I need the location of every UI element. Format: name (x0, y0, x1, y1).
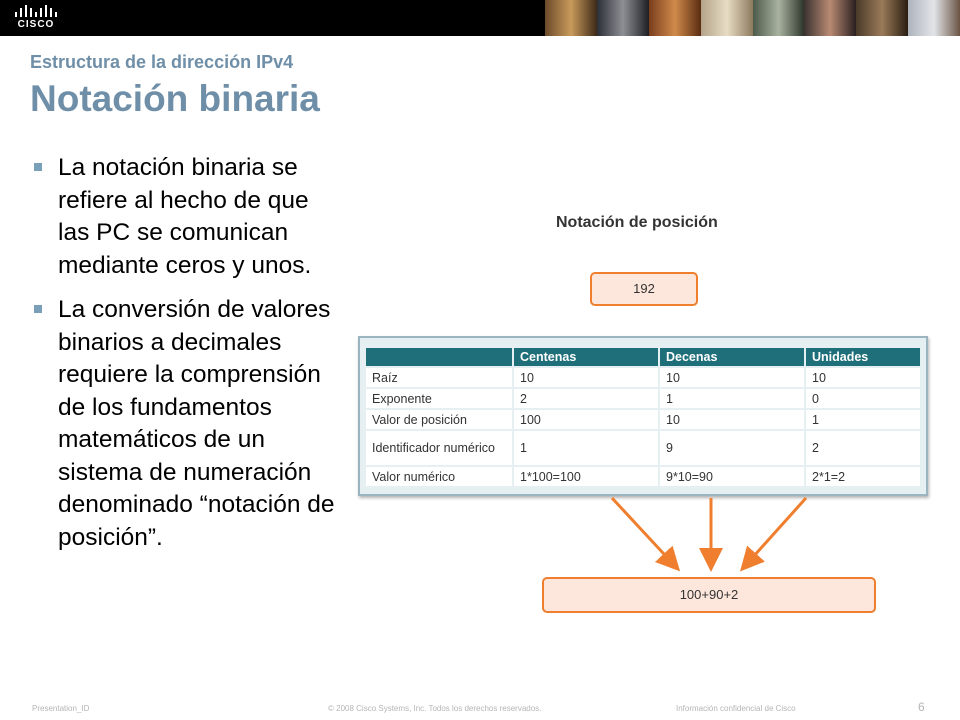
table-cell: 9*10=90 (660, 467, 804, 486)
banner-photo (856, 0, 908, 36)
table-row (366, 389, 920, 408)
bullet-list (32, 152, 344, 566)
table-row (366, 368, 920, 387)
banner-photo (701, 0, 753, 36)
table-header-cell: Decenas (660, 348, 804, 366)
table-cell: Identificador numérico (366, 431, 512, 465)
bullet-square-icon (34, 305, 42, 313)
footer-presentation-id: Presentation_ID (32, 704, 90, 713)
bullet-text: La conversión de valores binarios a decimales requiere la comprensión de los fundamentos matemáticos de un sistema de numeración denominado “notación de posición”. (58, 296, 335, 551)
slide-title: Notación binaria (30, 78, 320, 119)
top-value-box: 192 (590, 272, 698, 306)
header-banner (0, 0, 960, 36)
bullet-square-icon (34, 163, 42, 171)
cisco-bars-icon (14, 4, 58, 18)
table-header-cell: Centenas (514, 348, 658, 366)
table-row (366, 431, 920, 465)
table-cell: 0 (806, 389, 920, 408)
figure-title: Notación de posición (556, 214, 718, 231)
banner-photo (649, 0, 701, 36)
result-box: 100+90+2 (542, 577, 876, 613)
footer-confidential: Información confidencial de Cisco (676, 704, 796, 713)
arrow-left (612, 498, 676, 567)
position-table (364, 346, 922, 488)
banner-photo (545, 0, 597, 36)
slide-subtitle: Estructura de la dirección IPv4 (30, 52, 294, 72)
table-row (366, 410, 920, 429)
table-row (366, 467, 920, 486)
banner-photo (908, 0, 960, 36)
table-header-cell (366, 348, 512, 366)
table-cell: 1 (660, 389, 804, 408)
table-cell: 10 (660, 368, 804, 387)
table-cell: 2*1=2 (806, 467, 920, 486)
banner-photo (597, 0, 649, 36)
table-cell: Valor numérico (366, 467, 512, 486)
page-number: 6 (918, 700, 925, 714)
bullet-item (32, 294, 344, 554)
position-table-panel (358, 336, 928, 496)
bullet-item (32, 152, 344, 282)
banner-photo (804, 0, 856, 36)
table-cell: Valor de posición (366, 410, 512, 429)
table-cell: 1 (514, 431, 658, 465)
table-cell: 10 (660, 410, 804, 429)
table-cell: 9 (660, 431, 804, 465)
bullet-text: La notación binaria se refiere al hecho de que las PC se comunican mediante ceros y unos. (58, 154, 312, 279)
table-header-cell: Unidades (806, 348, 920, 366)
arrow-right (744, 498, 806, 567)
table-header-row (366, 348, 920, 366)
table-cell: 100 (514, 410, 658, 429)
table-cell: Raíz (366, 368, 512, 387)
banner-photos (545, 0, 960, 36)
cisco-logo (12, 4, 60, 32)
table-cell: 2 (514, 389, 658, 408)
footer-copyright: © 2008 Cisco Systems, Inc. Todos los derechos reservados. (328, 704, 542, 713)
table-cell: 1*100=100 (514, 467, 658, 486)
table-cell: 10 (514, 368, 658, 387)
table-cell: 10 (806, 368, 920, 387)
table-cell: Exponente (366, 389, 512, 408)
table-cell: 2 (806, 431, 920, 465)
cisco-logo-text: CISCO (17, 19, 55, 30)
banner-photo (753, 0, 805, 36)
table-cell: 1 (806, 410, 920, 429)
